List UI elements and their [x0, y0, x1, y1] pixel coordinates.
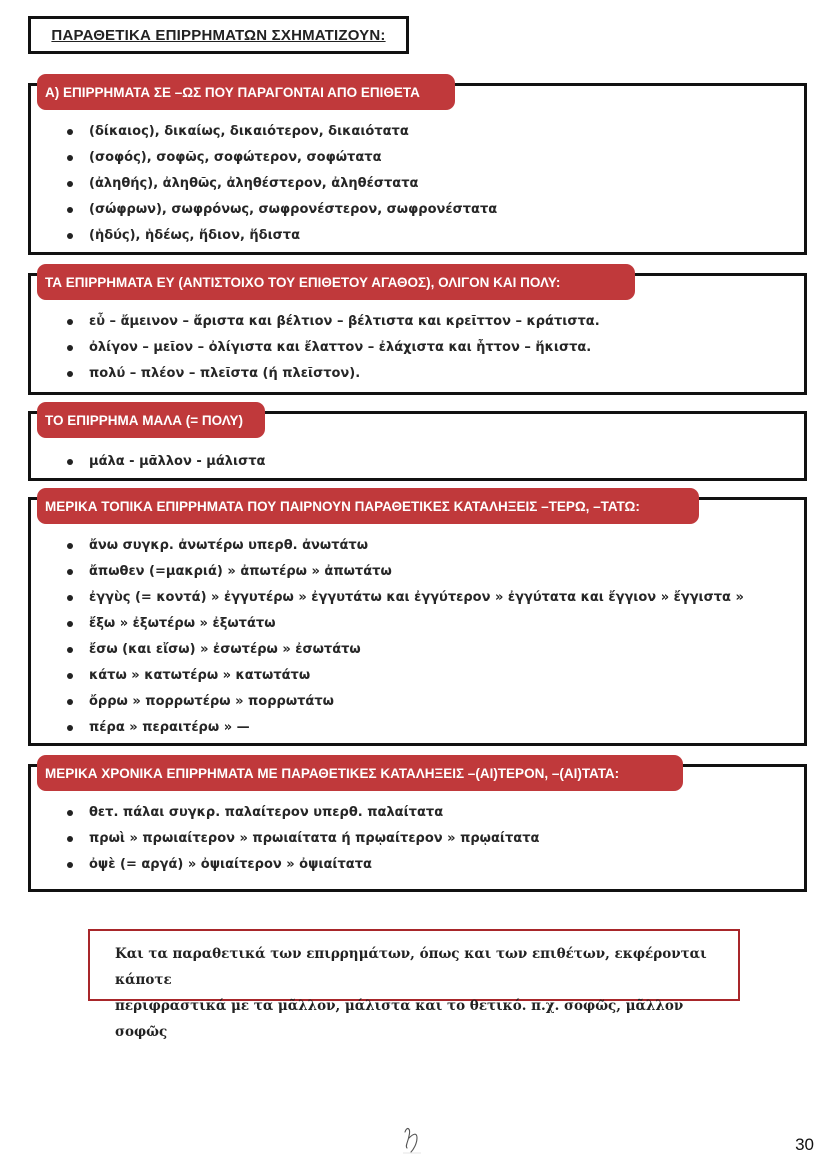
bullet-icon [67, 129, 73, 135]
list-item-text: μάλα - μᾶλλον - μάλιστα [89, 454, 266, 469]
list-item-text: πέρα » περαιτέρω » — [89, 720, 250, 735]
item-list [31, 800, 539, 878]
bullet-icon [67, 155, 73, 161]
bullet-icon [67, 371, 73, 377]
list-item [31, 449, 265, 475]
list-item-text: ἄνω συγκρ. ἀνωτέρω υπερθ. ἀνωτάτω [89, 538, 369, 553]
bullet-icon [67, 595, 73, 601]
list-item [31, 309, 600, 335]
list-item-text: (δίκαιος), δικαίως, δικαιότερον, δικαιότατα [89, 124, 409, 139]
list-item [31, 197, 497, 223]
list-item-text: (ἀληθής), ἀληθῶς, ἀληθέστερον, ἀληθέστατα [89, 176, 419, 191]
item-list [31, 119, 497, 249]
bullet-icon [67, 836, 73, 842]
list-item [31, 852, 539, 878]
list-item [31, 361, 600, 387]
list-item [31, 171, 497, 197]
bullet-icon [67, 181, 73, 187]
list-item-text: (ἡδύς), ἡδέως, ἥδιον, ἥδιστα [89, 228, 301, 243]
list-item [31, 585, 744, 611]
section-eu-oligon-poly [28, 273, 807, 395]
list-item [31, 715, 744, 741]
section-temporal-adverbs [28, 764, 807, 892]
bullet-icon [67, 345, 73, 351]
list-item [31, 663, 744, 689]
section-header: ΜΕΡΙΚΑ ΤΟΠΙΚΑ ΕΠΙΡΡΗΜΑΤΑ ΠΟΥ ΠΑΙΡΝΟΥΝ ΠΑΡΑΘΕΤΙΚΕΣ ΚΑΤΑΛΗΞΕΙΣ –ΤΕΡΩ, –ΤΑΤΩ: [37, 488, 699, 524]
list-item-text: εὖ – ἄμεινον – ἄριστα και βέλτιον – βέλτιστα και κρεῖττον – κράτιστα. [89, 314, 600, 329]
list-item-text: κάτω » κατωτέρω » κατωτάτω [89, 668, 311, 683]
list-item-text: ὀψὲ (= αργά) » ὀψιαίτερον » ὀψιαίτατα [89, 857, 372, 872]
list-item [31, 533, 744, 559]
bullet-icon [67, 673, 73, 679]
list-item [31, 223, 497, 249]
list-item-text: πρωὶ » πρωιαίτερον » πρωιαίτατα ή πρῳαίτερον » πρῳαίτατα [89, 831, 540, 846]
bullet-icon [67, 810, 73, 816]
list-item [31, 637, 744, 663]
bullet-icon [67, 647, 73, 653]
bullet-icon [67, 725, 73, 731]
list-item-text: ἄπωθεν (=μακριά) » ἀπωτέρω » ἀπωτάτω [89, 564, 392, 579]
list-item-text: θετ. πάλαι συγκρ. παλαίτερον υπερθ. παλαίτατα [89, 805, 444, 820]
bullet-icon [67, 233, 73, 239]
list-item [31, 559, 744, 585]
list-item-text: ἔξω » ἐξωτέρω » ἐξωτάτω [89, 616, 276, 631]
note-text [115, 941, 738, 1045]
list-item [31, 689, 744, 715]
item-list [31, 533, 744, 741]
section-mala [28, 411, 807, 481]
page-title-box [28, 16, 409, 54]
section-adverbs-in-ws [28, 83, 807, 255]
list-item-text: (σοφός), σοφῶς, σοφώτερον, σοφώτατα [89, 150, 382, 165]
list-item-text: ὄρρω » πορρωτέρω » πορρωτάτω [89, 694, 334, 709]
note-line-1: Και τα παραθετικά των επιρρημάτων, όπως και των επιθέτων, εκφέρονται κάποτε [115, 946, 707, 988]
list-item [31, 826, 539, 852]
list-item [31, 145, 497, 171]
list-item-text: ἔσω (και εἴσω) » ἐσωτέρω » ἐσωτάτω [89, 642, 361, 657]
note-box [88, 929, 740, 1040]
note-line-2: περιφραστικά με τα μᾶλλον, μάλιστα και το θετικό. π.χ. σοφῶς, μᾶλλον σοφῶς [115, 998, 684, 1040]
signature-logo [399, 1122, 425, 1156]
page-title: ΠΑΡΑΘΕΤΙΚΑ ΕΠΙΡΡΗΜΑΤΩΝ ΣΧΗΜΑΤΙΖΟΥΝ: [51, 26, 386, 44]
bullet-icon [67, 319, 73, 325]
list-item [31, 611, 744, 637]
section-header: ΜΕΡΙΚΑ ΧΡΟΝΙΚΑ ΕΠΙΡΡΗΜΑΤΑ ΜΕ ΠΑΡΑΘΕΤΙΚΕΣ ΚΑΤΑΛΗΞΕΙΣ –(ΑΙ)ΤΕΡΟΝ, –(ΑΙ)ΤΑΤΑ: [37, 755, 683, 791]
bullet-icon [67, 459, 73, 465]
list-item [31, 800, 539, 826]
section-header: Α) ΕΠΙΡΡΗΜΑΤΑ ΣΕ –ΩΣ ΠΟΥ ΠΑΡΑΓΟΝΤΑΙ ΑΠΟ ΕΠΙΘΕΤΑ [37, 74, 455, 110]
page-number: 30 [795, 1135, 814, 1154]
section-header: ΤΑ ΕΠΙΡΡΗΜΑΤΑ ΕΥ (ΑΝΤΙΣΤΟΙΧΟ ΤΟΥ ΕΠΙΘΕΤΟΥ ΑΓΑΘΟΣ), ΟΛΙΓΟΝ ΚΑΙ ΠΟΛΥ: [37, 264, 635, 300]
list-item-text: (σώφρων), σωφρόνως, σωφρονέστερον, σωφρονέστατα [89, 202, 498, 217]
item-list [31, 449, 265, 475]
bullet-icon [67, 569, 73, 575]
bullet-icon [67, 862, 73, 868]
list-item [31, 335, 600, 361]
bullet-icon [67, 621, 73, 627]
section-local-adverbs [28, 497, 807, 746]
list-item-text: ὀλίγον – μεῖον – ὀλίγιστα και ἔλαττον – ἐλάχιστα και ἧττον – ἥκιστα. [89, 340, 592, 355]
item-list [31, 309, 600, 387]
list-item [31, 119, 497, 145]
bullet-icon [67, 543, 73, 549]
bullet-icon [67, 699, 73, 705]
bullet-icon [67, 207, 73, 213]
list-item-text: ἐγγὺς (= κοντά) » ἐγγυτέρω » ἐγγυτάτω και ἐγγύτερον » ἐγγύτατα και ἔγγιον » ἔγγιστα » [89, 590, 744, 605]
list-item-text: πολύ – πλέον – πλεῖστα (ή πλεῖστον). [89, 366, 361, 381]
section-header: ΤΟ ΕΠΙΡΡΗΜΑ ΜΑΛΑ (= ΠΟΛΥ) [37, 402, 265, 438]
